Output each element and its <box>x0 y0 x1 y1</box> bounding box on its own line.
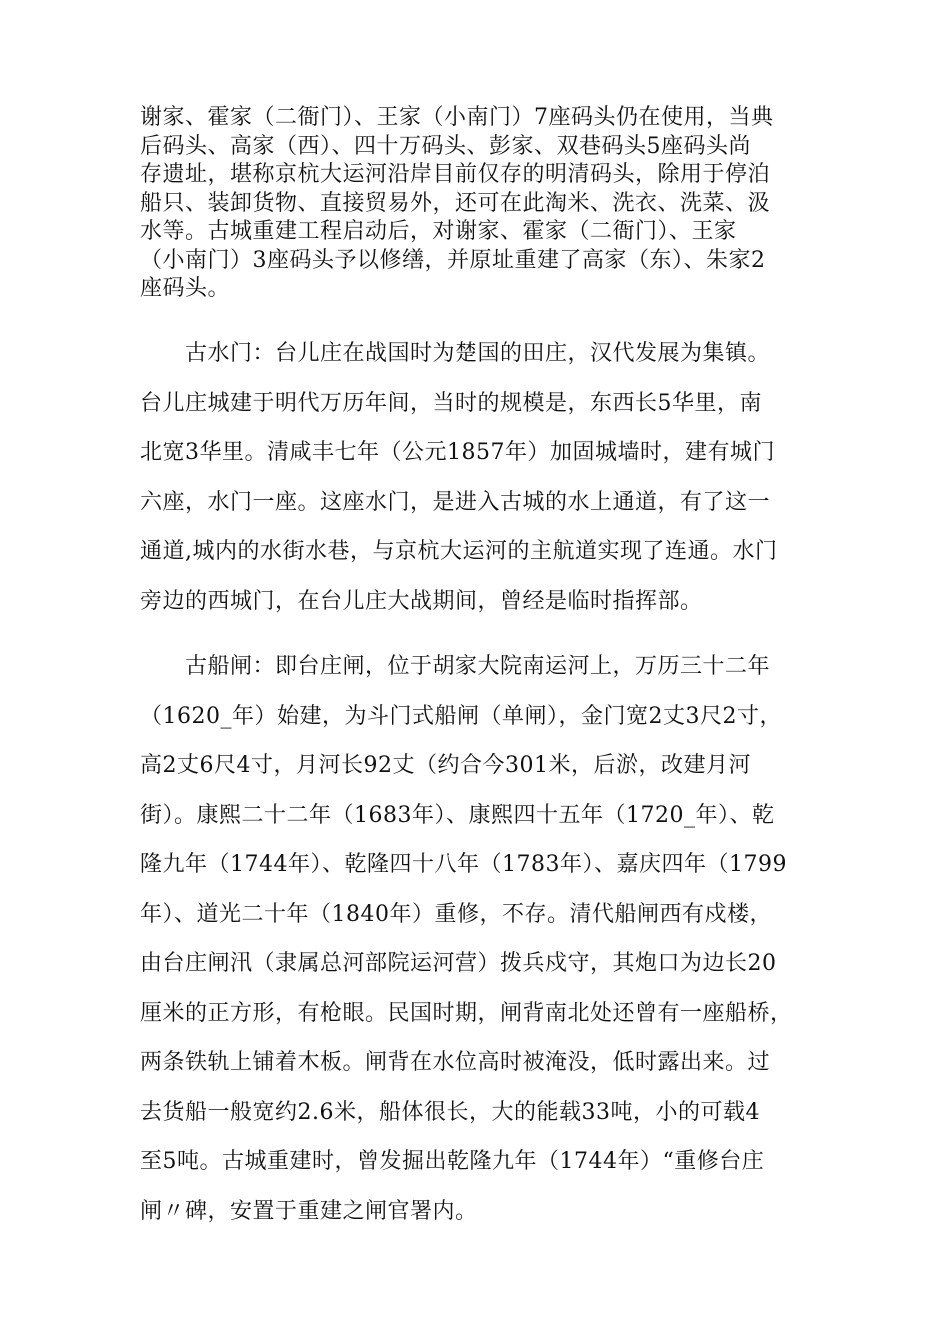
text-line: 厘米的正方形，有枪眼。民国时期，闸背南北处还曾有一座船桥， <box>140 1000 793 1026</box>
text-line: 谢家、霍家（二衙门）、王家（小南门）7座码头仍在使用，当典 <box>140 105 774 130</box>
text-line: 至5吨。古城重建时，曾发掘出乾隆九年（1744年）“重修台庄 <box>140 1149 765 1174</box>
text-line: 去货船一般宽约2.6米，船体很长，大的能载33吨，小的可载4 <box>140 1099 760 1125</box>
text-line: 由台庄闸汛（隶属总河部院运河营）拨兵戍守，其炮口为边长20 <box>140 951 777 976</box>
text-line: 街）。康熙二十二年（1683年）、康熙四十五年（1720_年）、乾 <box>140 802 775 828</box>
text-line: 船只、装卸货物、直接贸易外，还可在此淘米、洗衣、洗菜、汲 <box>140 190 771 216</box>
text-line: 年）、道光二十年（1840年）重修，不存。清代船闸西有戍楼， <box>140 901 772 927</box>
paragraph-ship-lock <box>140 642 820 1236</box>
text-line: 通道,城内的水街水巷，与京杭大运河的主航道实现了连通。水门 <box>140 539 778 564</box>
text-line: 六座，水门一座。这座水门，是进入古城的水上通道，有了这一 <box>140 489 771 515</box>
text-line: 旁边的西城门，在台儿庄大战期间，曾经是临时指挥部。 <box>140 588 703 614</box>
paragraph-water-gate <box>140 329 820 626</box>
paragraph-docks <box>140 104 820 304</box>
text-line: 两条铁轨上铺着木板。闸背在水位高时被淹没，低时露出来。过 <box>140 1050 771 1075</box>
text-line: 高2丈6尺4寸，月河长92丈（约合今301米，后淤，改建月河 <box>140 753 751 778</box>
text-line: 北宽3华里。清咸丰七年（公元1857年）加固城墙时，建有城门 <box>140 440 775 465</box>
text-line: 台儿庄城建于明代万历年间，当时的规模是，东西长5华里，南 <box>140 390 762 416</box>
text-line: 水等。古城重建工程启动后，对谢家、霍家（二衙门）、王家 <box>140 219 737 244</box>
text-line: 后码头、高家（西）、四十万码头、彭家、双巷码头5座码头尚 <box>140 133 751 159</box>
text-line: 闸〃碑，安置于重建之闸官署内。 <box>140 1198 478 1224</box>
text-line: 古船闸：即台庄闸，位于胡家大院南运河上，万历三十二年 <box>140 654 771 679</box>
text-line: 古水门：台儿庄在战国时为楚国的田庄，汉代发展为集镇。 <box>140 341 771 366</box>
text-line: 隆九年（1744年）、乾隆四十八年（1783年）、嘉庆四年（1799 <box>140 852 787 877</box>
text-line: 存遗址，堪称京杭大运河沿岸目前仅存的明清码头，除用于停泊 <box>140 162 771 187</box>
text-line: （小南门）3座码头予以修缮，并原址重建了高家（东）、朱家2 <box>140 247 766 273</box>
text-line: （1620_年）始建，为斗门式船闸（单闸），金门宽2丈3尺2寸， <box>140 703 782 729</box>
text-line: 座码头。 <box>140 276 231 301</box>
